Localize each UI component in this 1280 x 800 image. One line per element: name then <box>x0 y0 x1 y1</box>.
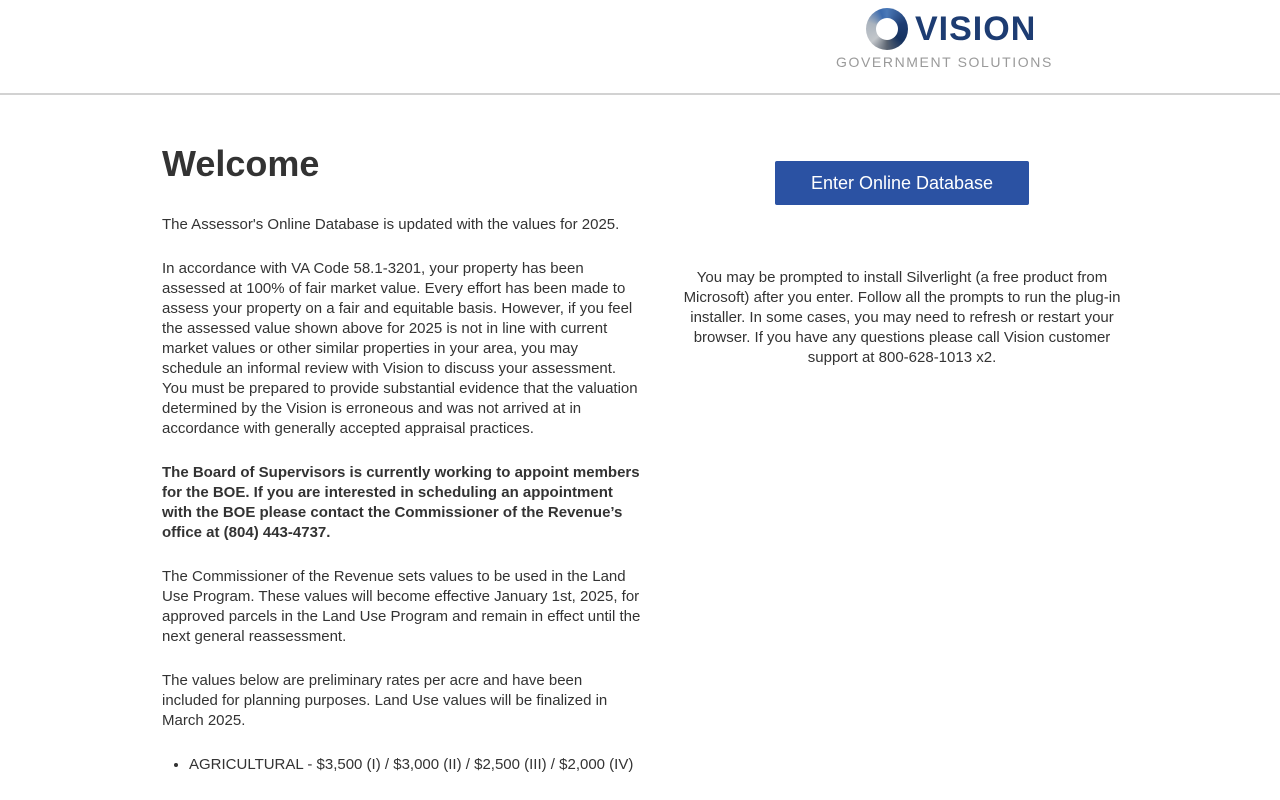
vision-swirl-icon <box>866 8 908 50</box>
welcome-section <box>162 143 642 775</box>
assessment-paragraph: In accordance with VA Code 58.1-3201, your property has been assessed at 100% of fair market value. Every effort has been made to assess your property on a fair and equitable basis. However, if you feel the assessed value shown above for 2025 is not in line with current market values or other similar properties in your area, you may schedule an informal review with Vision to discuss your assessment. You must be prepared to provide substantial evidence that the valuation determined by the Vision is erroneous and was not arrived at in accordance with generally accepted appraisal practices. <box>162 260 638 437</box>
land-use-paragraph: The Commissioner of the Revenue sets values to be used in the Land Use Program. These values will become effective January 1st, 2025, for approved parcels in the Land Use Program and remain in effect until the next general reassessment. <box>162 568 641 645</box>
page-title: Welcome <box>162 143 320 184</box>
rate-list-item: • AGRICULTURAL - $3,500 (I) / $3,000 (II) / $2,500 (III) / $2,000 (IV) <box>189 755 642 775</box>
land-use-rates-list <box>162 755 642 775</box>
vision-logo <box>836 8 1053 72</box>
enter-online-database-button[interactable]: Enter Online Database <box>775 161 1029 205</box>
database-access-section <box>677 143 1127 775</box>
logo-top-row <box>866 8 1053 50</box>
main-content <box>0 95 1280 775</box>
header <box>0 0 1280 95</box>
intro-paragraph: The Assessor's Online Database is updated with the values for 2025. <box>162 216 620 233</box>
silverlight-note: You may be prompted to install Silverlight (a free product from Microsoft) after you enter. Follow all the prompts to run the plug-in installer. In some cases, you may need to refresh or restart your browser. If you have any questions please call Vision customer support at 800-628-1013 x2. <box>683 269 1121 366</box>
logo-tagline: GOVERNMENT SOLUTIONS <box>836 54 1053 70</box>
boe-notice: The Board of Supervisors is currently working to appoint members for the BOE. If you are interested in scheduling an appointment with the BOE please contact the Commissioner of the Revenue’s office at (804) 443-4737. <box>162 464 640 541</box>
logo-name: VISION <box>915 10 1037 48</box>
preliminary-rates-paragraph: The values below are preliminary rates per acre and have been included for planning purposes. Land Use values will be finalized in March 2025. <box>162 672 608 729</box>
